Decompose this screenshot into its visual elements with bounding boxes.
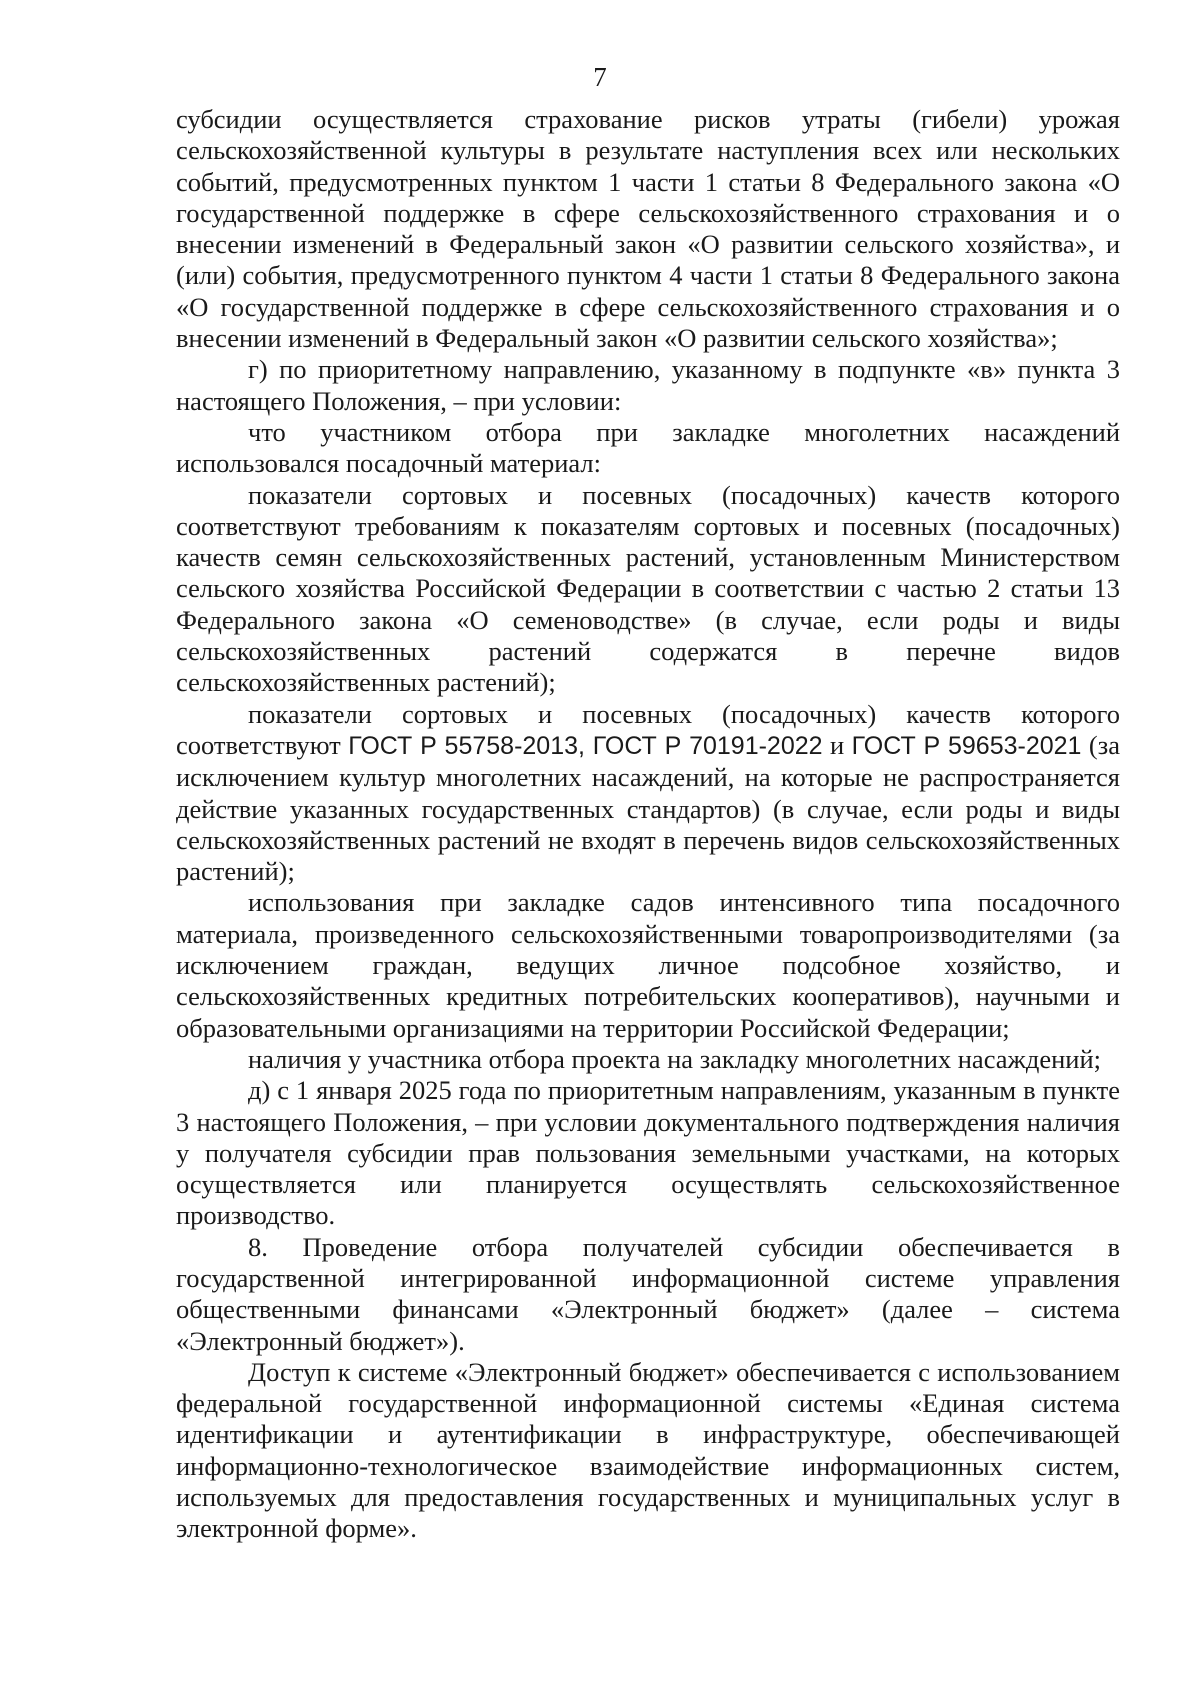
document-body [176,104,1120,1545]
paragraph-quality-requirements [176,480,1120,699]
paragraph-text: г) по приоритетному направлению, указанному в подпункте «в» пункта 3 настоящего Положения, – при условии: [176,354,1120,416]
paragraph-text: 8. Проведение отбора получателей субсидии обеспечивается в государственной интегрированной информационной системе управления общественными финансами «Электронный бюджет» (далее – система «Электронный бюджет»). [176,1231,1120,1356]
page-number: 7 [593,62,607,92]
separator-text: , [578,731,593,760]
paragraph-text: Доступ к системе «Электронный бюджет» обеспечивается с использованием федеральной государственной информационной системы «Единая система идентификации и аутентификации в инфраструктуре, обеспечивающей информационно-технологическое взаимодействие информационных систем, используемых для предоставления государственных и муниципальных услуг в электронной форме». [176,1356,1120,1544]
separator-text: и [822,729,852,760]
paragraph-intensive-orchards [176,887,1120,1043]
paragraph-text: д) с 1 января 2025 года по приоритетным направлениям, указанным в пункте 3 настоящего Положения, – при условии документального подтверждения наличия у получателя субсидии прав пользования земельными участками, на которых осуществляется или планируется осуществлять сельскохозяйственное производство. [176,1075,1120,1231]
gost-reference: ГОСТ Р 59653-2021 [851,731,1082,760]
paragraph-text: наличия у участника отбора проекта на закладку многолетних насаждений; [248,1043,1102,1074]
paragraph-text: показатели сортовых и посевных (посадочных) качеств которого соответствуют требованиям к показателям сортовых и посевных (посадочных) качеств семян сельскохозяйственных растений, установленным Министерством сельского хозяйства Российской Федерации в соответствии с частью 2 статьи 13 Федерального закона «О семеноводстве» (в случае, если роды и виды сельскохозяйственных растений содержатся в перечне видов сельскохозяйственных растений); [176,479,1120,698]
paragraph-section-8 [176,1232,1120,1357]
gost-reference: ГОСТ Р 55758-2013 [348,731,579,760]
paragraph-subitem-g [176,354,1120,417]
paragraph-text: использования при закладке садов интенсивного типа посадочного материала, произведенного сельскохозяйственными товаропроизводителями (за исключением граждан, ведущих личное подсобное хозяйство, и сельскохозяйственных кредитных потребительских кооперативов), научными и образовательными организациями на территории Российской Федерации; [176,887,1120,1043]
paragraph-subitem-d [176,1075,1120,1231]
paragraph-system-access [176,1357,1120,1545]
gost-reference: ГОСТ Р 70191-2022 [592,731,823,760]
paragraph-planting-project [176,1044,1120,1075]
paragraph-text: субсидии осуществляется страхование рисков утраты (гибели) урожая сельскохозяйственной культуры в результате наступления всех или нескольких событий, предусмотренных пунктом 1 части 1 статьи 8 Федерального закона «О государственной поддержке в сфере сельскохозяйственного страхования и о внесении изменений в Федеральный закон «О развитии сельского хозяйства», и (или) события, предусмотренного пунктом 4 части 1 статьи 8 Федерального закона «О государственной поддержке в сфере сельскохозяйственного страхования и о внесении изменений в Федеральный закон «О развитии сельского хозяйства»; [176,104,1120,354]
paragraph-text: (за исключением культур многолетних насаждений, на которые не распространяется действие указанных государственных стандартов) (в случае, если роды и виды сельскохозяйственных растений не входят в перечень видов сельскохозяйственных растений); [176,729,1120,887]
paragraph-text: показатели сортовых и посевных (посадочных) качеств которого соответствуют [176,698,1120,760]
paragraph-gost-standards [176,699,1120,888]
paragraph-text: что участником отбора при закладке многолетних насаждений использовался посадочный материал: [176,416,1120,479]
paragraph-planting-material [176,417,1120,480]
paragraph-insurance-condition [176,104,1120,354]
